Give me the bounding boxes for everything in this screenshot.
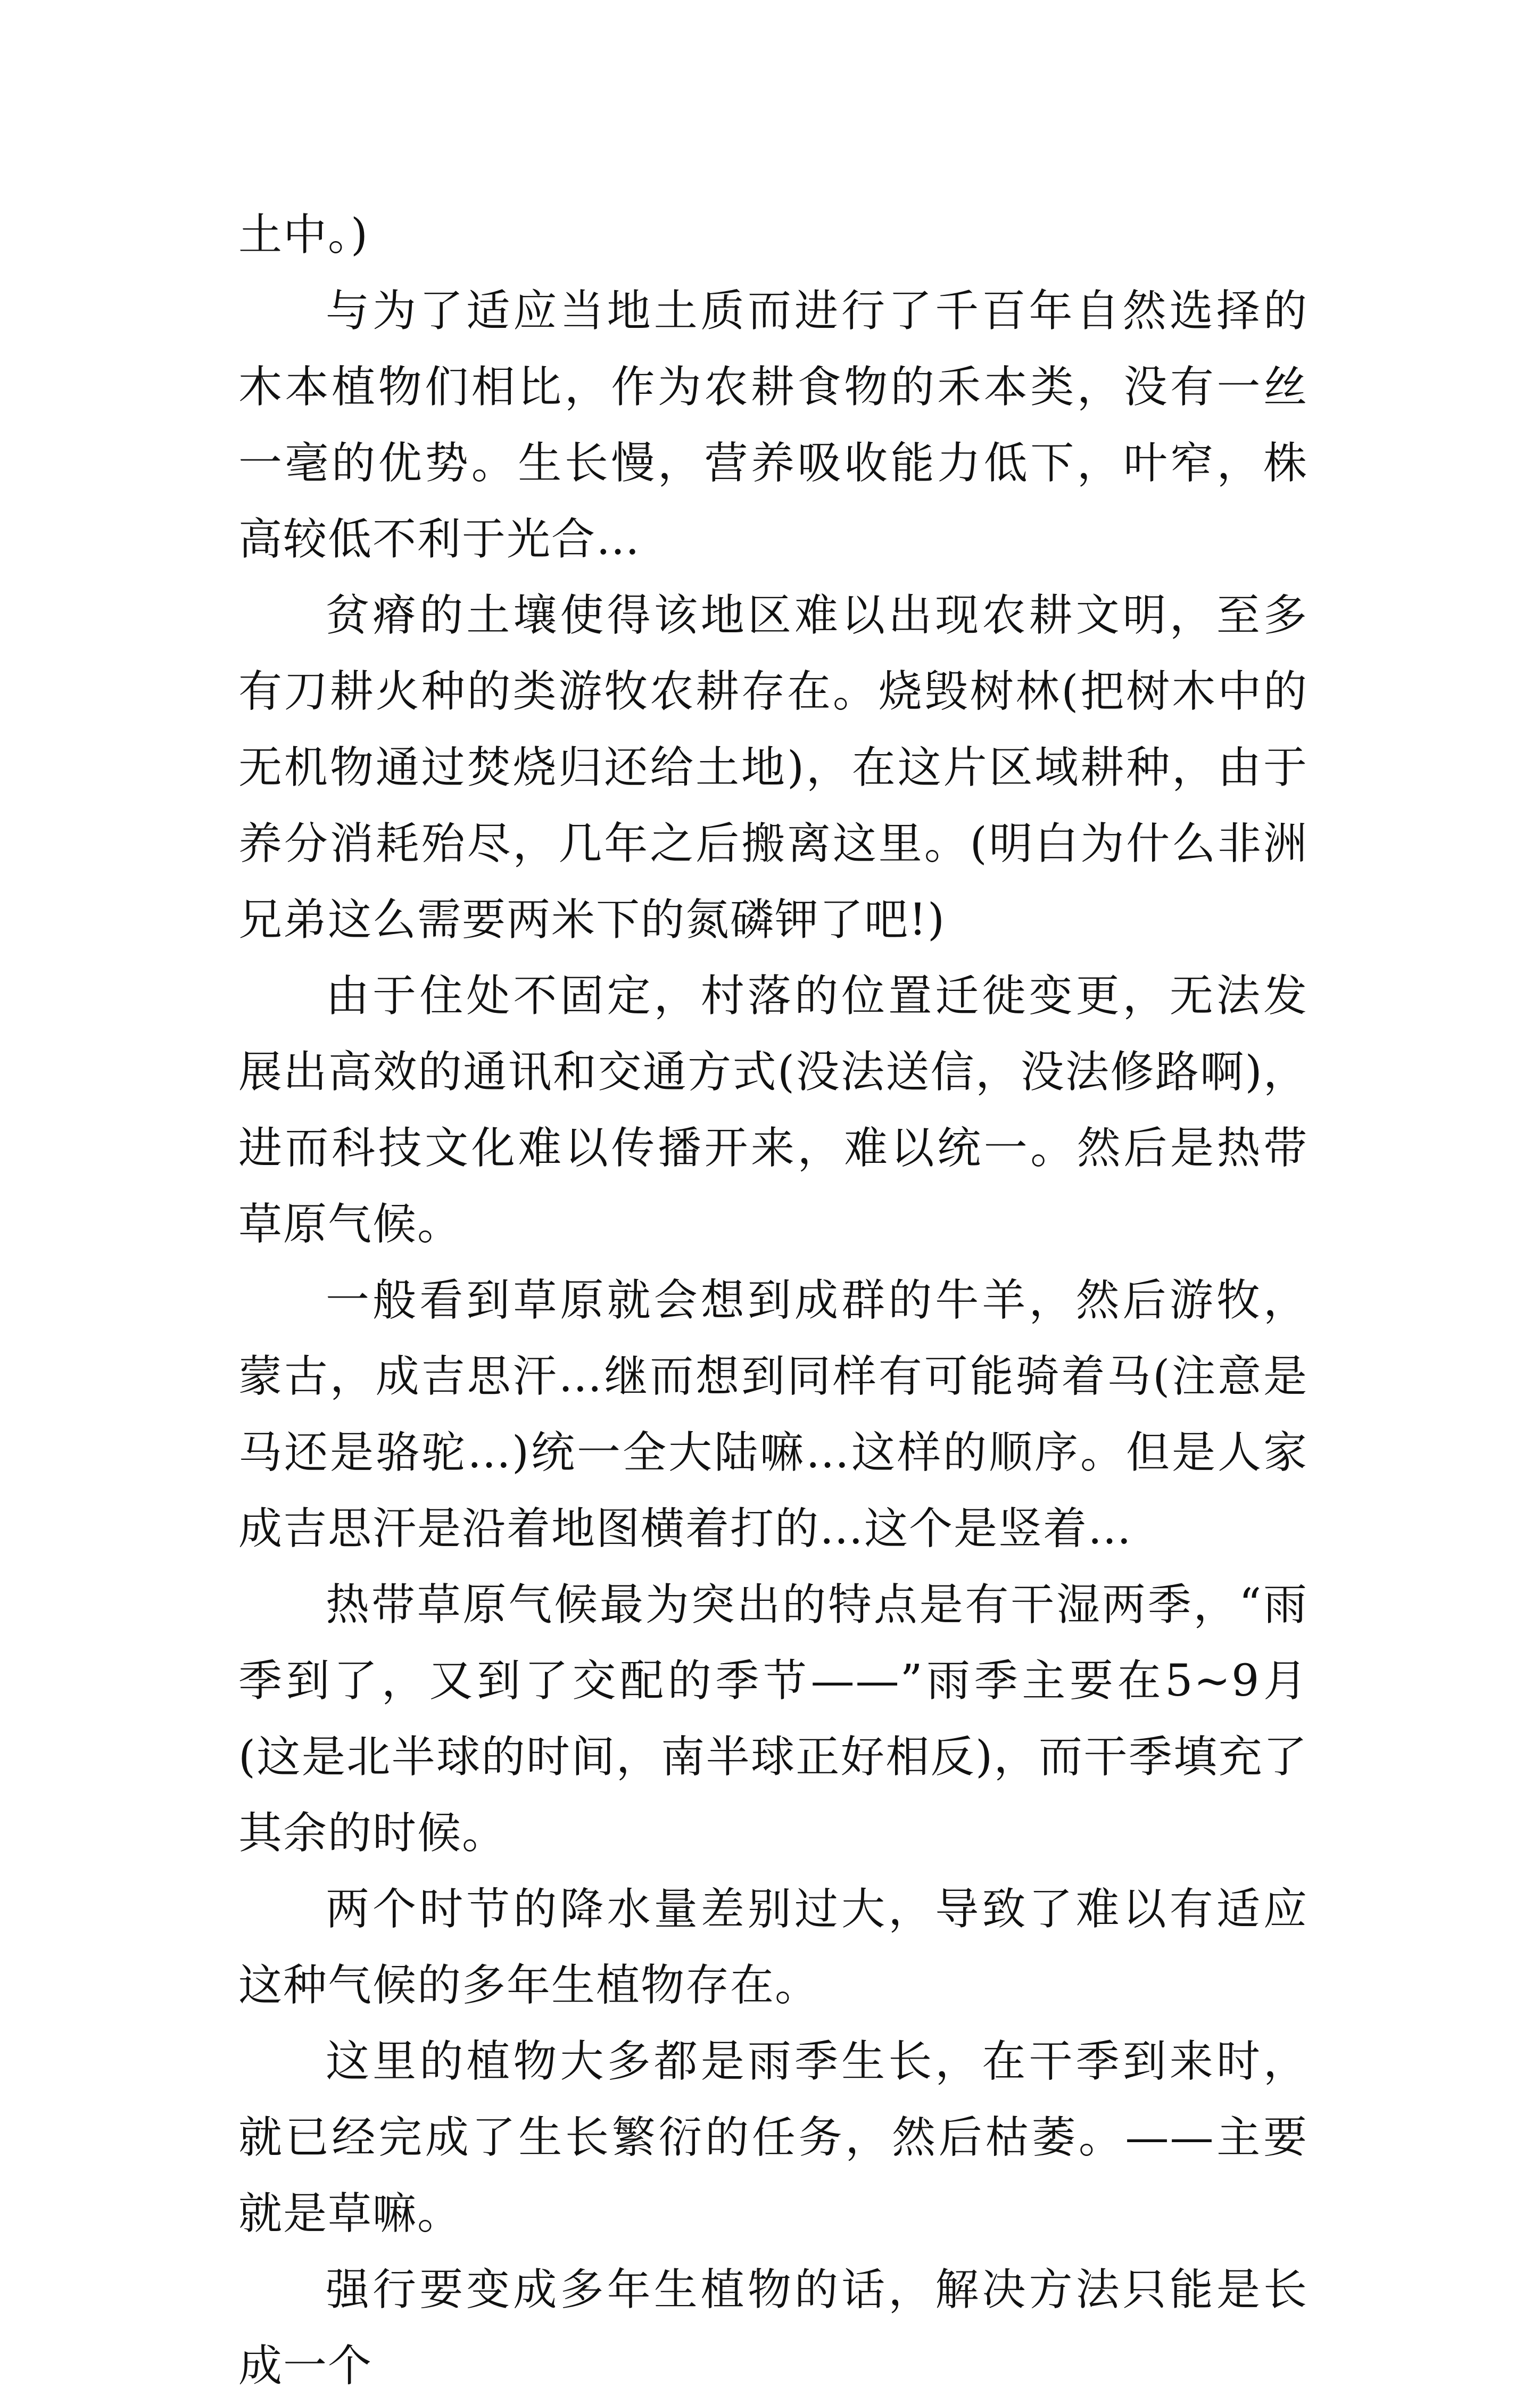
paragraph: 一般看到草原就会想到成群的牛羊，然后游牧，蒙古，成吉思汗…继而想到同样有可能骑着马(注意是马还是骆驼…)统一全大陆嘛…这样的顺序。但是人家成吉思汗是沿着地图横着打的…这个是竖着… — [238, 1275, 1308, 1554]
paragraph: 热带草原气候最为突出的特点是有干湿两季，“雨季到了，又到了交配的季节——”雨季主要在5~9月(这是北半球的时间，南半球正好相反)，而干季填充了其余的时候。 — [238, 1580, 1308, 1858]
paragraph: 强行要变成多年生植物的话，解决方法只能是长成一个 — [238, 2265, 1308, 2391]
paragraph-continuation: 土中。) — [238, 210, 369, 260]
paragraph: 贫瘠的土壤使得该地区难以出现农耕文明，至多有刀耕火种的类游牧农耕存在。烧毁树林(把树木中的无机物通过焚烧归还给土地)，在这片区域耕种，由于养分消耗殆尽，几年之后搬离这里。(明白为什么非洲兄弟这么需要两米下的氮磷钾了吧!) — [238, 590, 1308, 945]
paragraph: 与为了适应当地土质而进行了千百年自然选择的木本植物们相比，作为农耕食物的禾本类，没有一丝一毫的优势。生长慢，营养吸收能力低下，叶窄，株高较低不利于光合… — [238, 286, 1308, 565]
paragraph: 由于住处不固定，村落的位置迁徙变更，无法发展出高效的通讯和交通方式(没法送信，没法修路啊)，进而科技文化难以传播开来，难以统一。然后是热带草原气候。 — [238, 971, 1308, 1250]
paragraph: 这里的植物大多都是雨季生长，在干季到来时，就已经完成了生长繁衍的任务，然后枯萎。——主要就是草嘛。 — [238, 2036, 1308, 2239]
body-text — [238, 197, 1308, 2404]
paragraph: 两个时节的降水量差别过大，导致了难以有适应这种气候的多年生植物存在。 — [238, 1884, 1308, 2011]
